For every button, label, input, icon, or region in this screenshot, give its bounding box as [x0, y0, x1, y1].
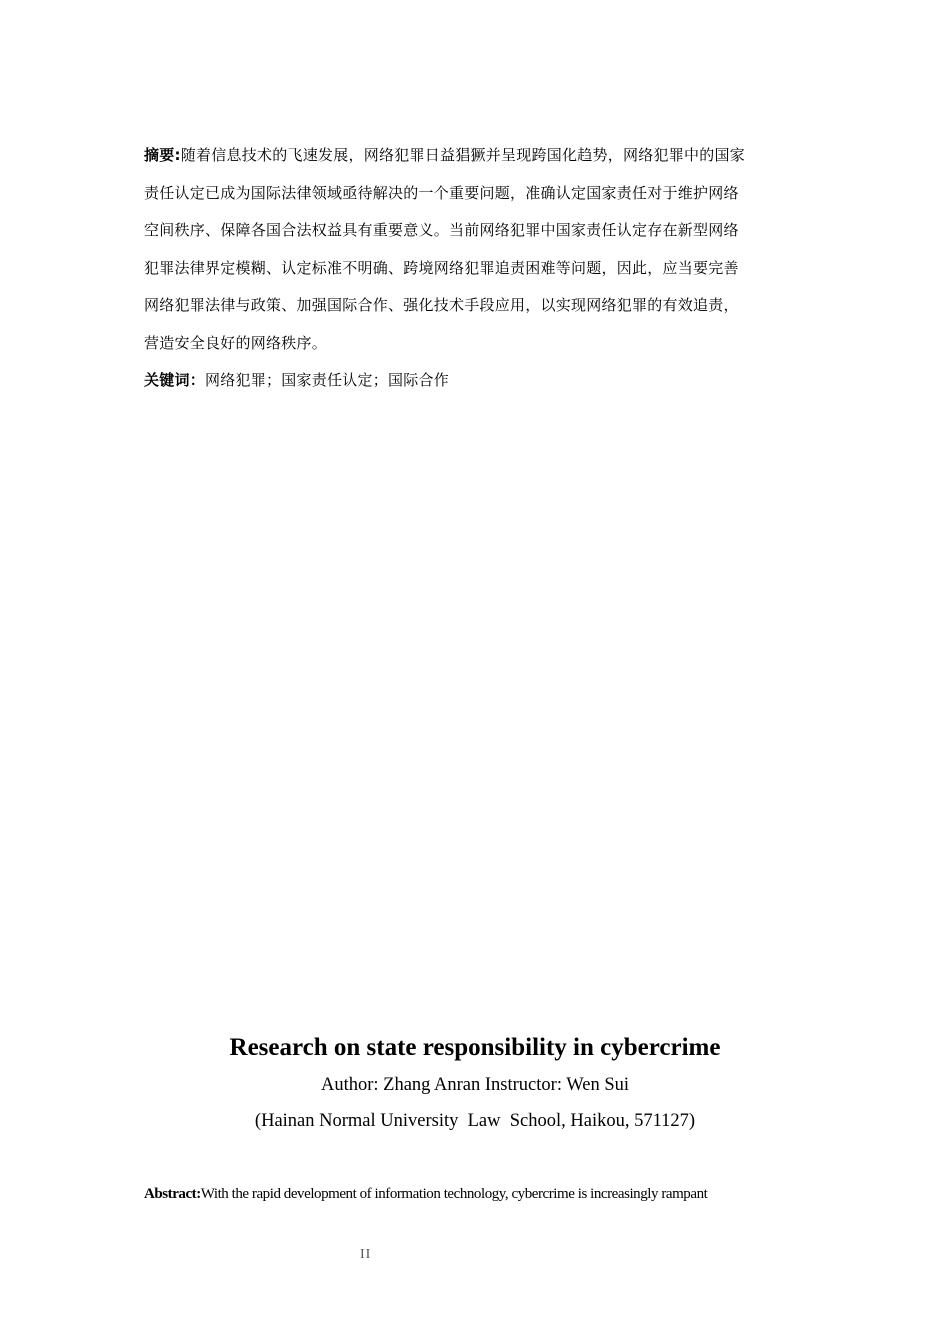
chinese-abstract-text: 随着信息技术的飞速发展，网络犯罪日益猖獗并呈现跨国化趋势，网络犯罪中的国家 — [180, 146, 746, 164]
author-line: Author: Zhang Anran Instructor: Wen Sui — [321, 1075, 629, 1095]
english-title: Research on state responsibility in cybercrime — [229, 1034, 721, 1061]
affiliation-line: (Hainan Normal University Law School, Haikou, 571127) — [254, 1111, 696, 1131]
chinese-keywords-text: 网络犯罪；国家责任认定；国际合作 — [205, 371, 450, 389]
chinese-abstract-line: 营造安全良好的网络秩序。 — [144, 333, 328, 352]
page-number: II — [360, 1247, 372, 1262]
english-abstract-text: With the rapid development of information technology, cybercrime is increasingly rampant — [200, 1186, 708, 1202]
chinese-abstract-line: 责任认定已成为国际法律领域亟待解决的一个重要问题，准确认定国家责任对于维护网络 — [144, 183, 739, 202]
chinese-keywords-label: 关键词： — [144, 371, 206, 389]
chinese-abstract-line: 网络犯罪法律与政策、加强国际合作、强化技术手段应用，以实现网络犯罪的有效追责， — [144, 296, 739, 314]
chinese-abstract-line: 犯罪法律界定模糊、认定标准不明确、跨境网络犯罪追责困难等问题，因此，应当要完善 — [144, 258, 739, 277]
chinese-keywords-line — [144, 362, 808, 400]
chinese-abstract-section — [144, 137, 808, 400]
english-abstract — [144, 1182, 808, 1206]
chinese-abstract-line — [144, 137, 808, 175]
english-abstract-label: Abstract: — [144, 1186, 201, 1202]
chinese-abstract-line: 空间秩序、保障各国合法权益具有重要意义。当前网络犯罪中国家责任认定存在新型网络 — [144, 221, 739, 239]
chinese-abstract-label: 摘要: — [144, 146, 181, 164]
